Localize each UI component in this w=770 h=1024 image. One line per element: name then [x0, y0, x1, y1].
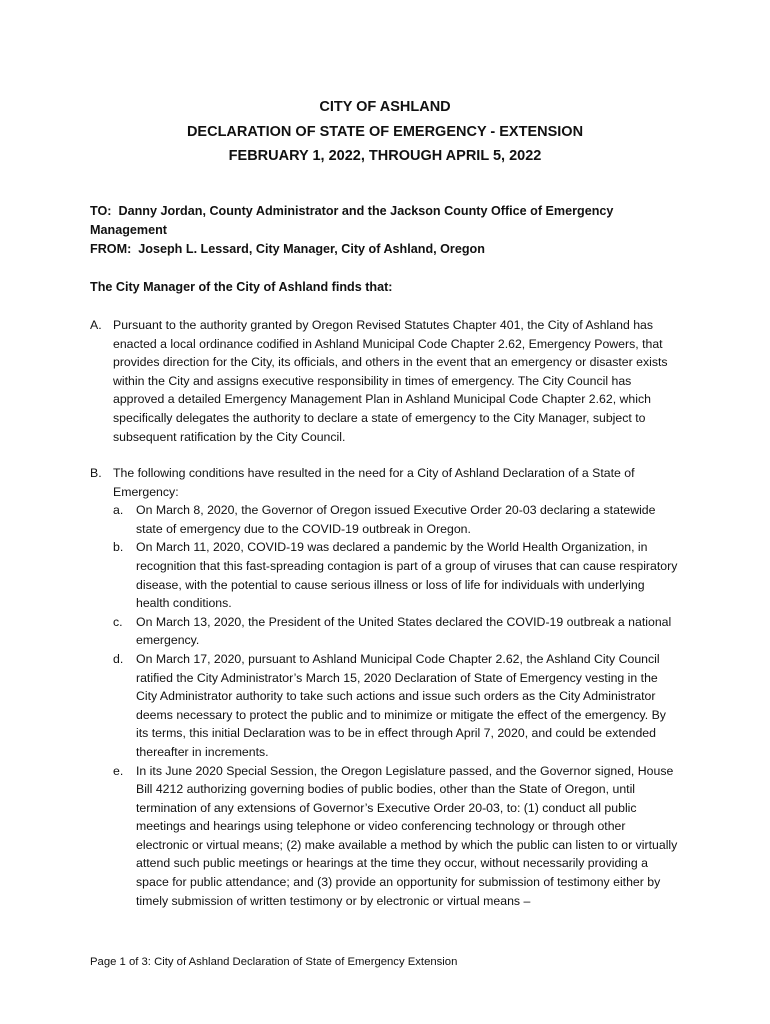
list-item-text: On March 8, 2020, the Governor of Oregon issued Executive Order 20-03 declaring a statewide state of emergency due to the COVID-19 outbreak in Oregon. — [136, 503, 656, 536]
title-dates: FEBRUARY 1, 2022, THROUGH APRIL 5, 2022 — [228, 148, 542, 164]
list-item-marker: e. — [113, 763, 124, 778]
to-label: TO: — [90, 204, 112, 218]
finding-b-body — [113, 464, 680, 910]
list-item — [113, 501, 680, 538]
to-text: Danny Jordan, County Administrator and the Jackson County Office of Emergency Management — [90, 204, 614, 237]
list-item-text: On March 11, 2020, COVID-19 was declared a pandemic by the World Health Organization, in recognition that this fast-spreading contagion is part of a group of viruses that can cause respiratory disease, with the potential to cause serious illness or loss of life for individuals with underlying health conditions. — [136, 540, 678, 611]
list-item-marker: c. — [113, 614, 123, 629]
from-text: Joseph L. Lessard, City Manager, City of Ashland, Oregon — [138, 242, 485, 256]
finding-b-marker: B. — [90, 466, 102, 480]
list-item — [113, 762, 680, 911]
finding-a-marker: A. — [90, 318, 102, 332]
title-declaration: DECLARATION OF STATE OF EMERGENCY - EXTENSION — [186, 123, 584, 140]
list-item — [113, 538, 680, 612]
list-item-marker: d. — [113, 651, 124, 666]
list-item-text: On March 13, 2020, the President of the United States declared the COVID-19 outbreak a national emergency. — [136, 614, 672, 648]
list-item — [113, 650, 680, 762]
finding-b-sublist — [113, 501, 680, 910]
document-title — [90, 95, 680, 169]
title-city: CITY OF ASHLAND — [319, 99, 451, 115]
page-footer: Page 1 of 3: City of Ashland Declaration of State of Emergency Extension — [90, 956, 458, 968]
from-label: FROM: — [90, 242, 132, 256]
finds-intro: The City Manager of the City of Ashland finds that: — [90, 280, 393, 294]
list-item — [113, 613, 680, 650]
finding-b — [90, 464, 680, 910]
finding-b-text: The following conditions have resulted in the need for a City of Ashland Declaration of a State of Emergency: — [113, 466, 635, 499]
finding-a — [90, 316, 680, 446]
list-item-marker: b. — [113, 540, 124, 555]
finding-a-text: Pursuant to the authority granted by Oregon Revised Statutes Chapter 401, the City of Ashland has enacted a local ordinance codified in Ashland Municipal Code Chapter 2.62, Emergency Powers, that provides direction for the City, its officials, and others in the event that an emergency or disaster exists within the City and assigns executive responsibility in times of emergency. The City Council has approved a detailed Emergency Management Plan in Ashland Municipal Code Chapter 2.62, which specifically delegates the authority to declare a state of emergency to the City Manager, subject to subsequent ratification by the City Council. — [113, 318, 668, 444]
from-line — [90, 240, 680, 259]
list-item-text: On March 17, 2020, pursuant to Ashland Municipal Code Chapter 2.62, the Ashland City Council ratified the City Administrator’s March 15, 2020 Declaration of State of Emergency vesting in the City Administrator authority to take such actions and issue such orders as the City Administrator deems necessary to protect the public and to minimize or mitigate the effect of the emergency. By its terms, this initial Declaration was to be in effect through April 7, 2020, and could be extended thereafter in increments. — [136, 651, 666, 759]
list-item-marker: a. — [113, 503, 124, 518]
to-line — [90, 202, 680, 239]
list-item-text: In its June 2020 Special Session, the Oregon Legislature passed, and the Governor signed, House Bill 4212 authorizing governing bodies of public bodies, other than the State of Oregon, until termination of any extensions of Governor’s Executive Order 20-03, to: (1) conduct all public meetings and hearings using telephone or video conferencing technology or through other electronic or virtual means; (2) make available a method by which the public can listen to or virtually attend such public meetings or hearings at the time they occur, without necessarily providing a space for public attendance; and (3) provide an opportunity for submission of testimony either by timely submission of written testimony or by electronic or virtual means – — [136, 763, 678, 908]
